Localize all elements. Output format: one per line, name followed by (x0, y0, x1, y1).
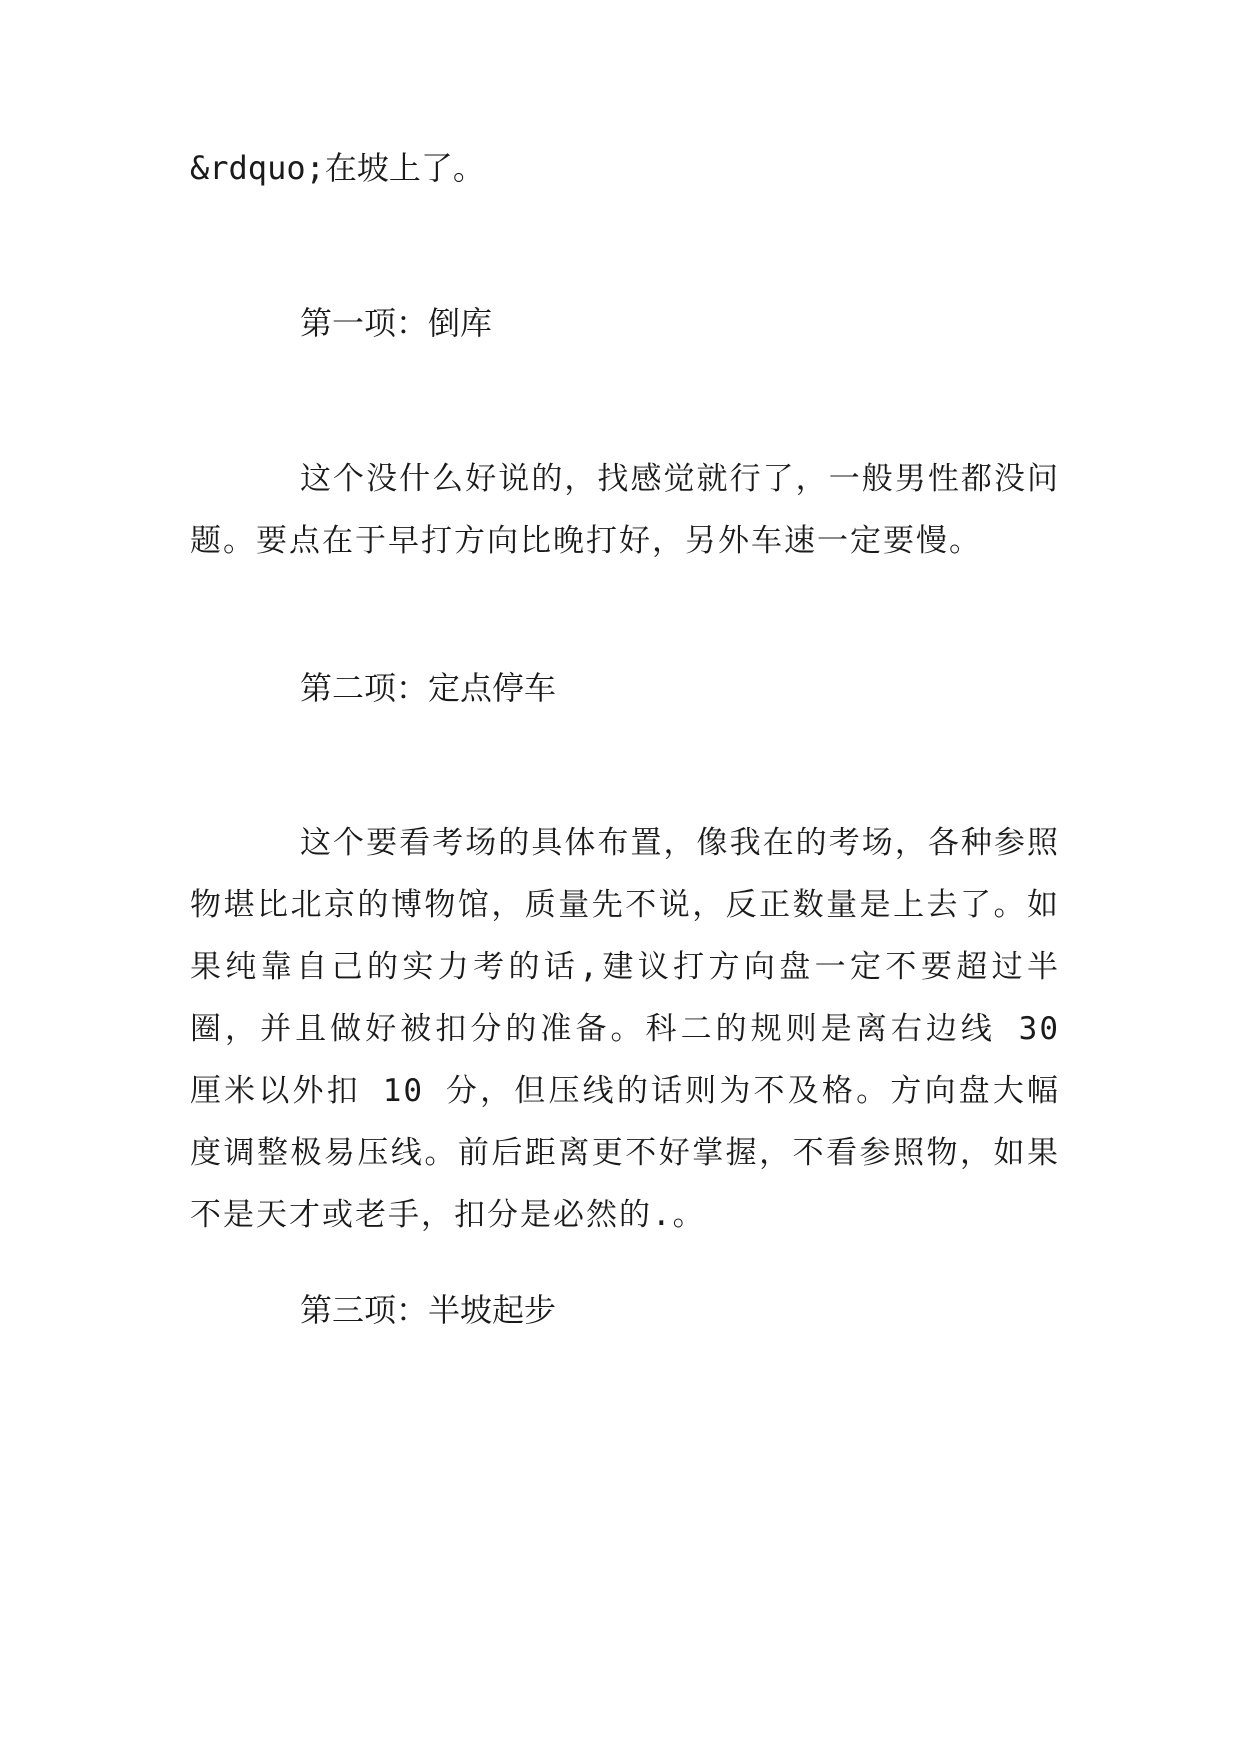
section-1-body: 这个没什么好说的，找感觉就行了，一般男性都没问题。要点在于早打方向比晚打好，另外车速一定要慢。 (190, 461, 1060, 559)
section-2-body: 这个要看考场的具体布置，像我在的考场，各种参照物堪比北京的博物馆，质量先不说，反正数量是上去了。如果纯靠自己的实力考的话,建议打方向盘一定不要超过半圈，并且做好被扣分的准备。科二的规则是离右边线 30 厘米以外扣 10 分，但压线的话则为不及格。方向盘大幅度调整极易压线。前后距离更不好掌握，不看参照物，如果不是天才或老手，扣分是必然的.。 (190, 825, 1060, 1233)
section-1-heading: 第一项：倒库 (300, 304, 493, 342)
section-2-heading: 第二项：定点停车 (300, 669, 557, 707)
section-3-heading: 第三项：半坡起步 (300, 1291, 557, 1329)
continuation-text: &rdquo;在坡上了。 (190, 149, 485, 187)
